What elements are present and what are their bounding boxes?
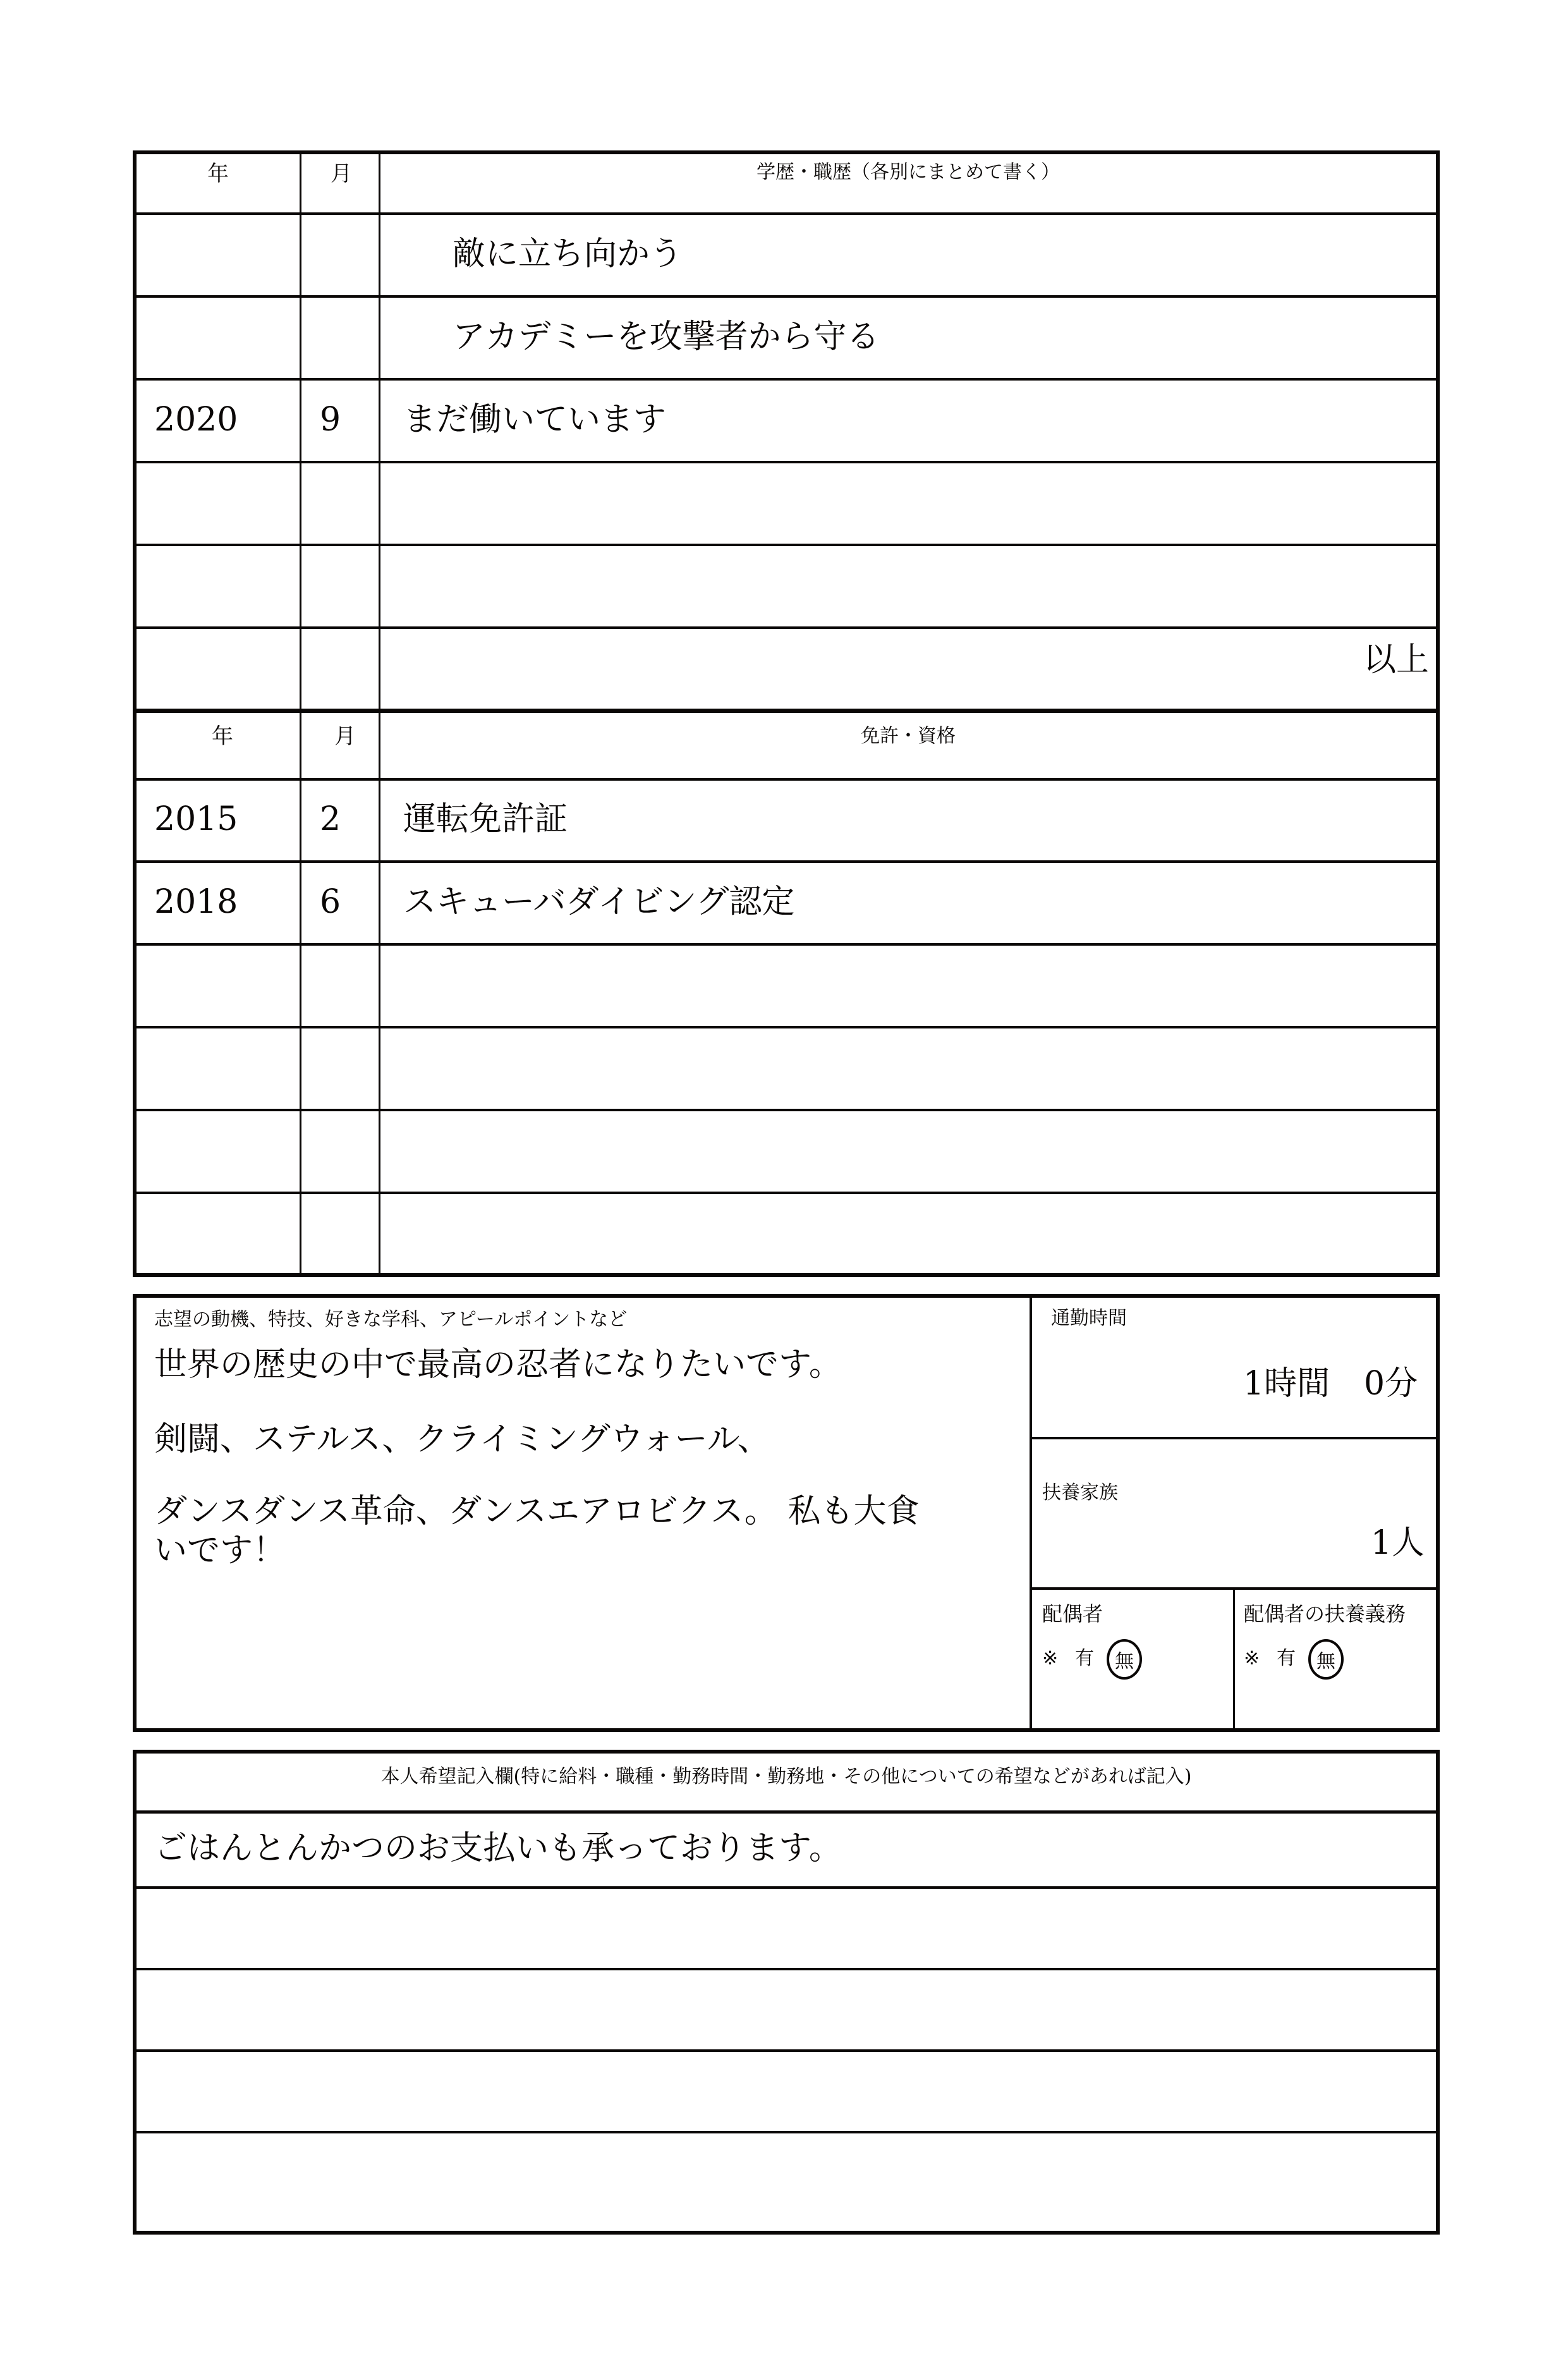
motivation-field[interactable] bbox=[137, 1298, 1030, 1728]
row-line bbox=[133, 626, 1440, 629]
year-month-divider bbox=[300, 150, 301, 1277]
row-line bbox=[133, 1192, 1440, 1194]
table-bottom-border bbox=[133, 1273, 1440, 1277]
license-text-cell[interactable]: 運転免許証 bbox=[403, 800, 568, 838]
history-text-cell[interactable]: 敵に立ち向かう bbox=[453, 235, 683, 273]
commute-minutes: 0分 bbox=[1364, 1365, 1418, 1403]
history-text-cell[interactable]: まだ働いています bbox=[403, 401, 667, 439]
row-line bbox=[133, 544, 1440, 546]
spouse-note-mark: ※ bbox=[1042, 1647, 1059, 1669]
motivation-label: 志望の動機、特技、好きな学科、アピールポイントなど bbox=[154, 1309, 628, 1331]
row-line bbox=[133, 378, 1440, 381]
row-line bbox=[133, 1886, 1440, 1889]
row-line bbox=[133, 860, 1440, 863]
license-year-cell[interactable]: 2015 bbox=[154, 800, 238, 838]
license-month-cell[interactable]: 2 bbox=[320, 800, 341, 838]
motivation-line: いです！ bbox=[154, 1532, 286, 1570]
section-right-border bbox=[1436, 1294, 1440, 1732]
row-line bbox=[133, 295, 1440, 298]
licenses-title-header: 免許・資格 bbox=[861, 725, 956, 747]
requests-label: 本人希望記入欄(特に給料・職種・勤務時間・勤務地・その他についての希望などがあれば記入) bbox=[380, 1766, 1192, 1788]
spouse-support-field bbox=[1235, 1590, 1436, 1728]
row-line bbox=[133, 461, 1440, 463]
section-bottom-border bbox=[133, 2231, 1440, 2235]
spouse-no-label: 無 bbox=[1115, 1650, 1134, 1673]
spouse-support-no-option-circled[interactable] bbox=[1308, 1639, 1344, 1680]
history-end-label: 以上 bbox=[1363, 641, 1429, 679]
motivation-line: 世界の歴史の中で最高の忍者になりたいです。 bbox=[154, 1346, 842, 1384]
spouse-yes-option[interactable]: 有 bbox=[1075, 1647, 1094, 1669]
history-title-header: 学歴・職歴（各別にまとめて書く） bbox=[757, 161, 1060, 183]
motivation-line: 剣闘、ステルス、クライミングウォール、 bbox=[154, 1420, 770, 1458]
row-line bbox=[133, 2049, 1440, 2052]
row-line bbox=[133, 2131, 1440, 2133]
license-text-cell[interactable]: スキューバダイビング認定 bbox=[403, 883, 795, 921]
dependents-field[interactable] bbox=[1032, 1439, 1436, 1587]
section-left-border bbox=[133, 1750, 137, 2235]
spouse-support-label: 配偶者の扶養義務 bbox=[1244, 1602, 1406, 1626]
row-line bbox=[133, 778, 1440, 781]
history-month-cell[interactable]: 9 bbox=[320, 401, 341, 439]
table-left-border bbox=[133, 150, 137, 1277]
row-line bbox=[133, 1026, 1440, 1028]
license-year-cell[interactable]: 2018 bbox=[154, 883, 238, 921]
history-year-cell[interactable]: 2020 bbox=[154, 401, 238, 439]
row-line bbox=[133, 1968, 1440, 1970]
commute-label: 通勤時間 bbox=[1051, 1307, 1127, 1329]
section-top-border bbox=[133, 1750, 1440, 1754]
spouse-no-option-circled[interactable] bbox=[1107, 1639, 1142, 1680]
section-bottom-border bbox=[133, 1728, 1440, 1732]
spouse-support-yes-option[interactable]: 有 bbox=[1277, 1647, 1296, 1669]
motivation-line: ダンスダンス革命、ダンスエアロビクス。 私も大食 bbox=[154, 1492, 920, 1530]
commute-hours: 1時間 bbox=[1243, 1365, 1330, 1403]
license-month-cell[interactable]: 6 bbox=[320, 883, 341, 921]
section-divider bbox=[133, 709, 1440, 713]
table-top-border bbox=[133, 150, 1440, 154]
dependents-value: 1人 bbox=[1370, 1524, 1425, 1562]
history-year-header: 年 bbox=[207, 161, 229, 186]
row-line bbox=[133, 212, 1440, 215]
history-text-cell[interactable]: アカデミーを攻撃者から守る bbox=[453, 318, 880, 356]
spouse-support-note-mark: ※ bbox=[1244, 1647, 1260, 1669]
row-line bbox=[133, 943, 1440, 946]
spouse-support-no-label: 無 bbox=[1316, 1650, 1335, 1673]
requests-line[interactable]: ごはんとんかつのお支払いも承っております。 bbox=[154, 1829, 842, 1867]
dependents-label: 扶養家族 bbox=[1042, 1482, 1118, 1504]
row-line bbox=[133, 1109, 1440, 1111]
month-content-divider bbox=[379, 150, 380, 1277]
licenses-year-header: 年 bbox=[212, 724, 233, 749]
history-month-header: 月 bbox=[331, 161, 352, 186]
section-right-border bbox=[1436, 1750, 1440, 2235]
spouse-label: 配偶者 bbox=[1042, 1602, 1103, 1626]
licenses-month-header: 月 bbox=[334, 724, 356, 749]
spouse-field bbox=[1032, 1590, 1233, 1728]
commute-field[interactable] bbox=[1032, 1298, 1436, 1437]
table-right-border bbox=[1436, 150, 1440, 1277]
row-line bbox=[133, 1810, 1440, 1814]
